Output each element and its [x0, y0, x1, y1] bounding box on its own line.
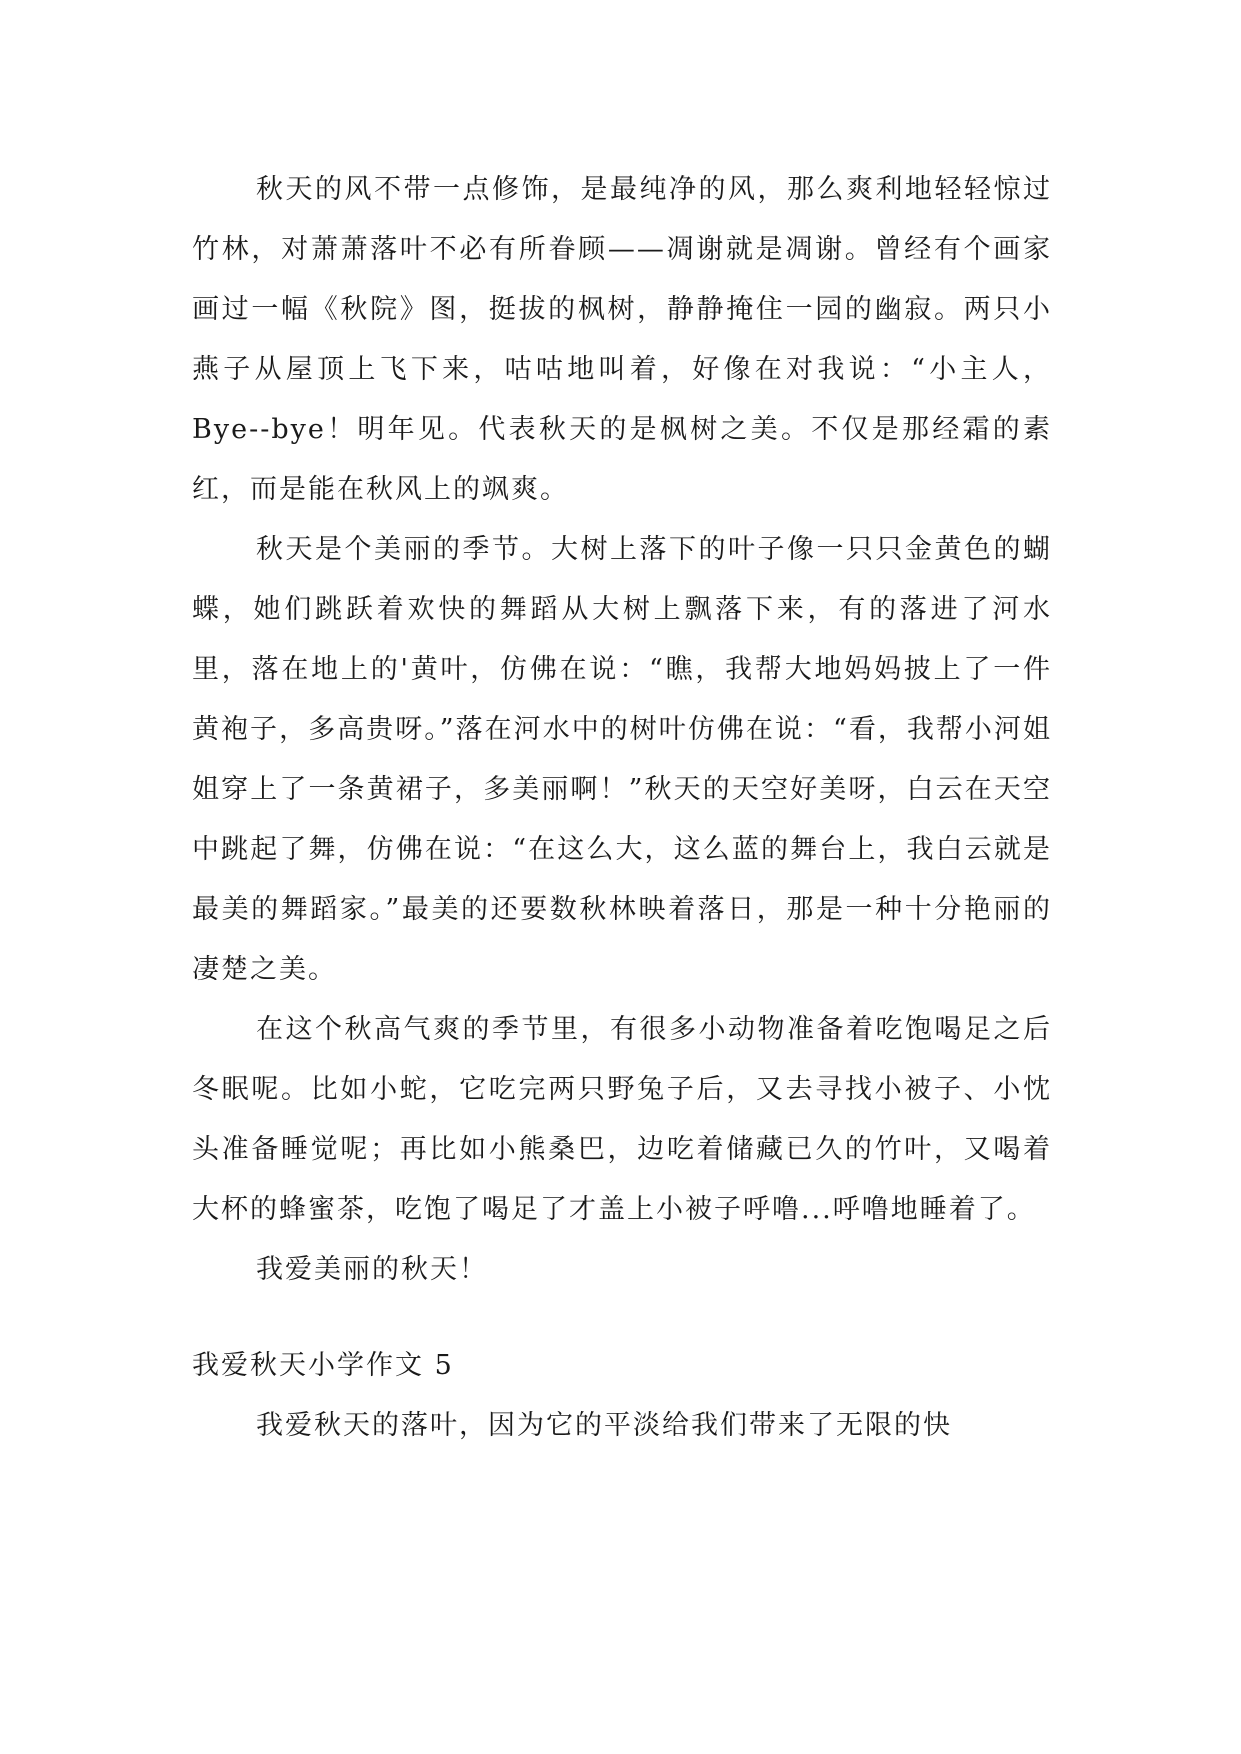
- paragraph-autumn-wind: 秋天的风不带一点修饰，是最纯净的风，那么爽利地轻轻惊过竹林，对萧萧落叶不必有所眷顾——凋谢就是凋谢。曾经有个画家画过一幅《秋院》图，挺拔的枫树，静静掩住一园的幽寂。两只小燕子从屋顶上飞下来，咕咕地叫着，好像在对我说：“小主人，Bye--bye！明年见。代表秋天的是枫树之美。不仅是那经霜的素红，而是能在秋风上的飒爽。: [192, 174, 1052, 505]
- paragraph-love-autumn: 我爱美丽的秋天！: [256, 1254, 488, 1285]
- section-title: 我爱秋天小学作文 5: [192, 1350, 454, 1381]
- paragraph-fallen-leaves: 我爱秋天的落叶，因为它的平淡给我们带来了无限的快: [256, 1410, 952, 1441]
- paragraph-hibernation: 在这个秋高气爽的季节里，有很多小动物准备着吃饱喝足之后冬眠呢。比如小蛇，它吃完两只野兔子后，又去寻找小被子、小忱头准备睡觉呢；再比如小熊桑巴，边吃着储藏已久的竹叶，又喝着大杯的蜂蜜茶，吃饱了喝足了才盖上小被子呼噜...呼噜地睡着了。: [192, 1014, 1052, 1225]
- document-page: [192, 160, 1052, 1456]
- paragraph-autumn-season: 秋天是个美丽的季节。大树上落下的叶子像一只只金黄色的蝴蝶，她们跳跃着欢快的舞蹈从大树上飘落下来，有的落进了河水里，落在地上的'黄叶，仿佛在说：“瞧，我帮大地妈妈披上了一件黄袍子，多高贵呀。”落在河水中的树叶仿佛在说：“看，我帮小河姐姐穿上了一条黄裙子，多美丽啊！”秋天的天空好美呀，白云在天空中跳起了舞，仿佛在说：“在这么大，这么蓝的舞台上，我白云就是最美的舞蹈家。”最美的还要数秋林映着落日，那是一种十分艳丽的凄楚之美。: [192, 534, 1052, 985]
